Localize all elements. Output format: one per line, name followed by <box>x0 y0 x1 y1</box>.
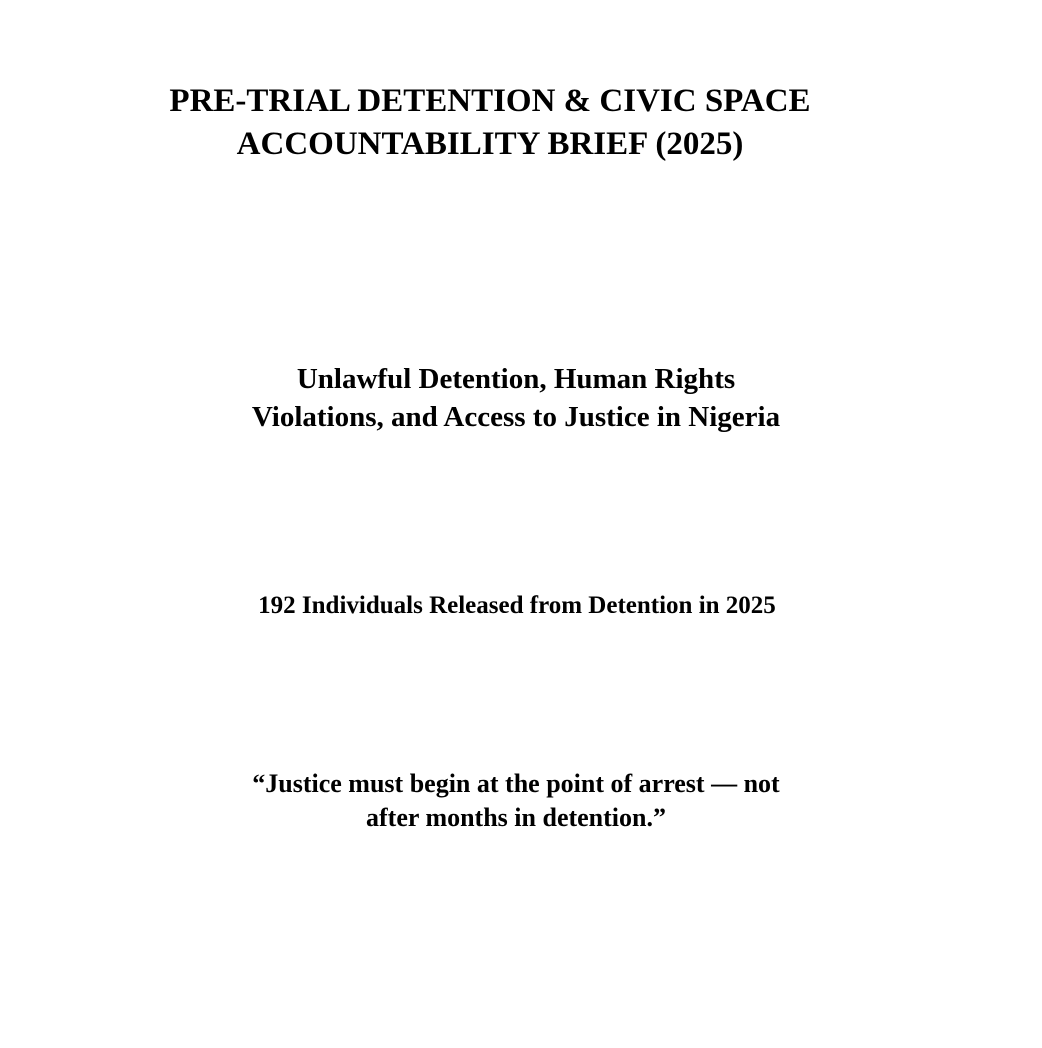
title-line-2: ACCOUNTABILITY BRIEF (2025) <box>236 126 744 162</box>
pull-quote <box>100 767 932 835</box>
subtitle-line-2: Violations, and Access to Justice in Nigeria <box>251 401 781 433</box>
title-line-1: PRE-TRIAL DETENTION & CIVIC SPACE <box>169 83 811 119</box>
quote-line-1: “Justice must begin at the point of arrest — not <box>252 769 780 798</box>
document-subtitle <box>100 360 932 436</box>
document-title <box>80 80 900 166</box>
quote-line-2: after months in detention.” <box>366 803 666 832</box>
subtitle-line-1: Unlawful Detention, Human Rights <box>296 363 736 395</box>
release-statistic: 192 Individuals Released from Detention in 2025 <box>258 592 776 619</box>
